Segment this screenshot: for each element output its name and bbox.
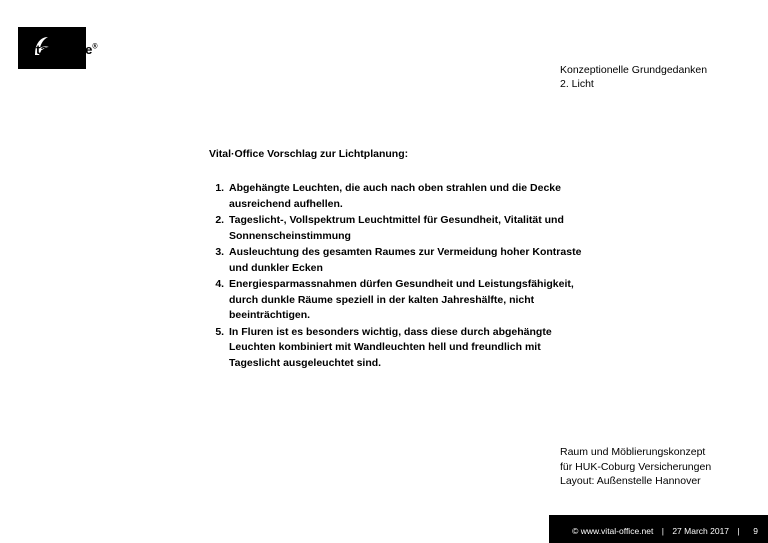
page-number: 9	[753, 526, 758, 536]
bottom-bar	[0, 515, 768, 543]
separator-2: |	[737, 526, 740, 536]
list-item: 2. Tageslicht-, Vollspektrum Leuchtmittel für Gesundheit, Vitalität und Sonnenscheinstimmung	[227, 213, 589, 244]
logo-registered-mark: ®	[92, 43, 98, 51]
footer-line-1: Raum und Möblierungskonzept	[560, 446, 706, 458]
list-item: 4. Energiesparmassnahmen dürfen Gesundheit und Leistungsfähigkeit, durch dunkle Räume speziell in der kalten Jahreshälfte, nicht beeinträchtigen.	[227, 277, 589, 324]
separator-1: |	[661, 526, 664, 536]
footer-line-2: für HUK-Coburg Versicherungen	[560, 460, 712, 473]
header-section-label	[560, 63, 707, 91]
list-item: 1. Abgehängte Leuchten, die auch nach oben strahlen und die Decke ausreichend aufhellen.	[227, 181, 589, 212]
footer-line-3: Layout: Außenstelle Hannover	[560, 475, 701, 487]
logo-wordmark	[24, 42, 98, 57]
logo-wordmark-text: Vital·Office	[24, 42, 93, 57]
bottom-bar-left-spacer	[0, 515, 549, 543]
bottom-bar-meta	[572, 526, 758, 536]
list-item: 3. Ausleuchtung des gesamten Raumes zur Vermeidung hoher Kontraste und dunkler Ecken	[227, 245, 589, 276]
document-date: 27 March 2017	[672, 526, 730, 536]
list-item: 5. In Fluren ist es besonders wichtig, dass diese durch abgehängte Leuchten kombiniert mit Wandleuchten hell und freundlich mit Tageslicht ausgeleuchtet sind.	[227, 325, 589, 372]
header-line-2: 2. Licht	[560, 78, 594, 90]
header-line-1: Konzeptionelle Grundgedanken	[560, 64, 708, 76]
document-subject-block	[560, 445, 711, 489]
recommendations-list	[209, 181, 589, 371]
main-content	[209, 147, 589, 372]
copyright-link[interactable]: © www.vital-office.net	[572, 526, 654, 536]
content-title: Vital·Office Vorschlag zur Lichtplanung:	[209, 148, 409, 160]
